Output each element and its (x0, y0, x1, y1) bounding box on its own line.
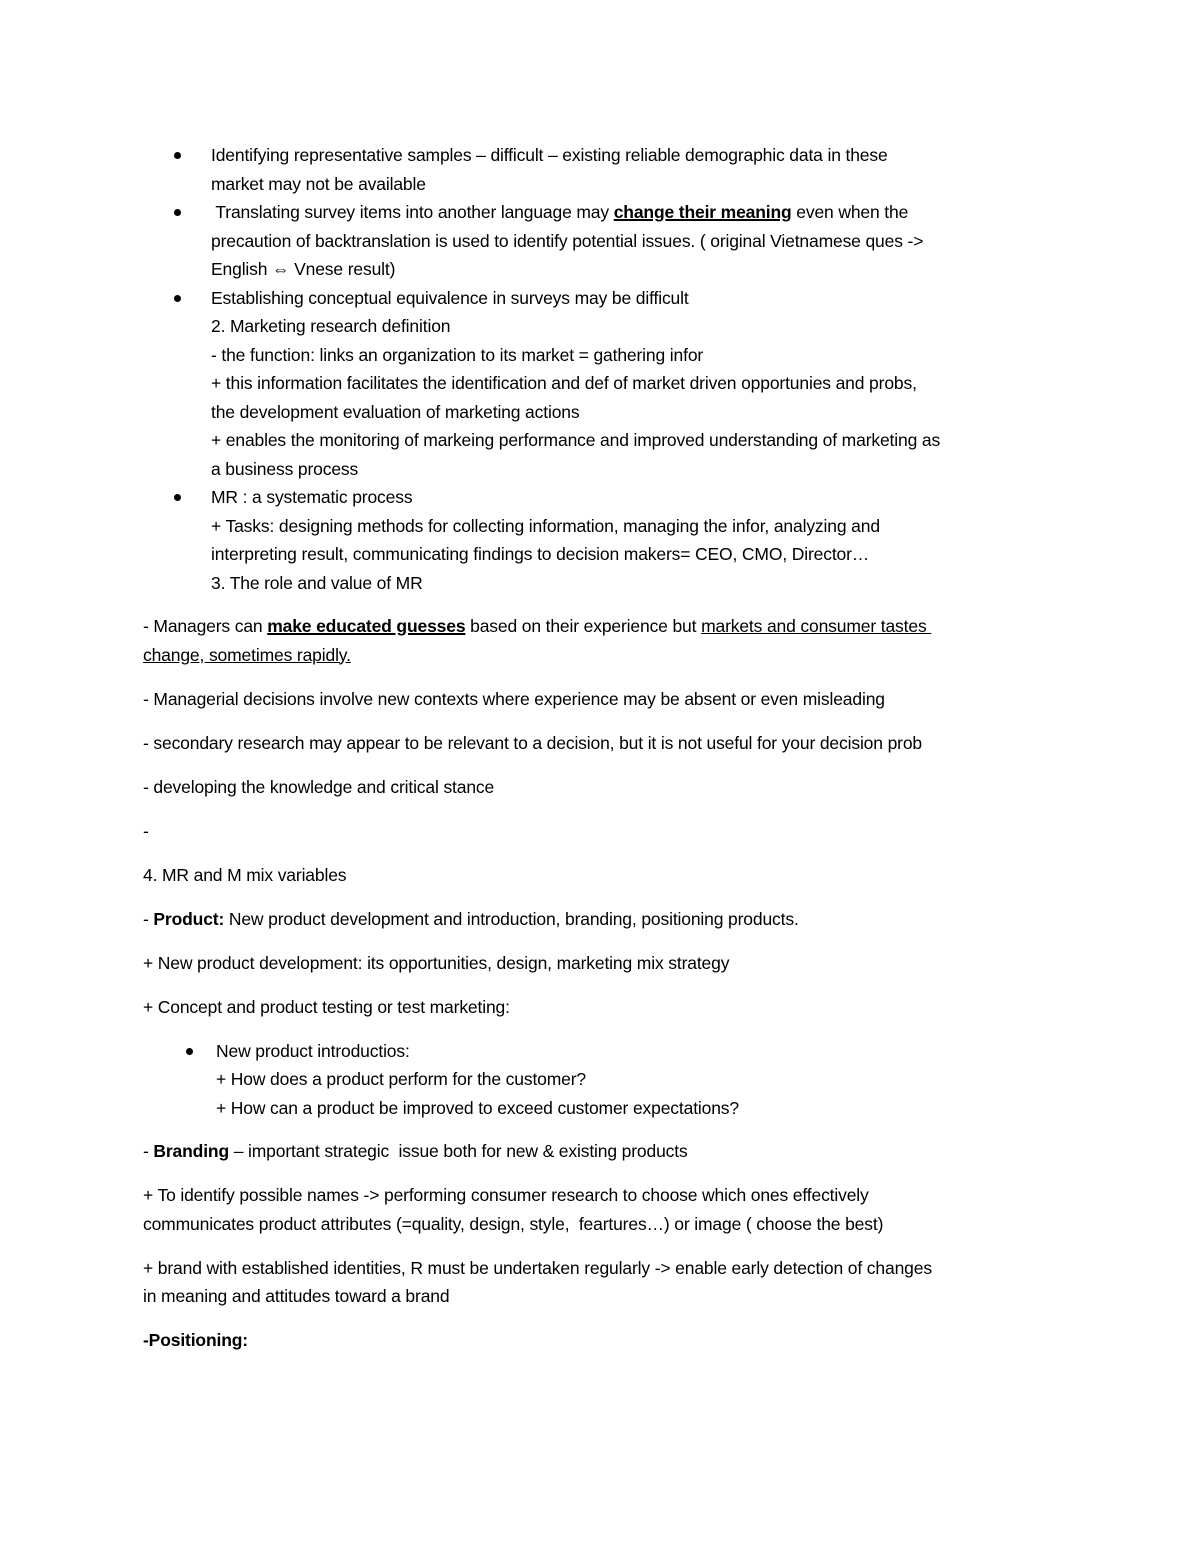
bullet-icon (174, 209, 181, 216)
paragraph-concept (143, 993, 1063, 1022)
emphasis-text: make educated guesses (267, 616, 466, 636)
paragraph-names (143, 1181, 1063, 1238)
spacer (143, 1122, 1063, 1137)
text-run: - Managers can (143, 616, 268, 636)
paragraph-line: - (143, 820, 149, 841)
list-line: + How does a product perform for the customer? (216, 1069, 587, 1089)
paragraph-line: - Managerial decisions involve new contexts where experience may be absent or even misleading (143, 688, 885, 709)
spacer (143, 597, 1063, 612)
list-line: precaution of backtranslation is used to identify potential issues. ( original Vietnamese ques -> (211, 230, 924, 251)
list-line: English ⇔ Vnese result) (211, 259, 396, 279)
paragraph-managers (143, 612, 1063, 669)
list-line: market may not be available (211, 173, 426, 194)
section-heading (143, 861, 1063, 890)
list-item (143, 1037, 1063, 1123)
paragraph-line: in meaning and attitudes toward a brand (143, 1286, 450, 1306)
paragraph-line (143, 905, 1063, 934)
emphasis-text: change their meaning (613, 202, 792, 222)
underlined-text: markets and consumer tastes (701, 616, 932, 636)
text-run: - (143, 908, 154, 929)
list-item (143, 141, 1063, 198)
bold-label: Product: (153, 908, 225, 929)
paragraph-developing (143, 773, 1063, 802)
list-line: Identifying representative samples – difficult – existing reliable demographic data in these (211, 145, 888, 165)
list-line: + this information facilitates the identification and def of market driven opportunies and probs, (211, 373, 917, 393)
paragraph-npd (143, 949, 1063, 978)
list-line: + Tasks: designing methods for collecting information, managing the infor, analyzing and (211, 515, 880, 536)
paragraph-line (143, 612, 1063, 641)
text-run: – important strategic issue both for new & existing products (229, 1141, 688, 1161)
list-line: New product introductios: (216, 1040, 410, 1061)
paragraph-brand (143, 1254, 1063, 1311)
list-line: + enables the monitoring of markeing performance and improved understanding of marketing as (211, 430, 941, 450)
document-body (143, 141, 1063, 1370)
paragraph-product (143, 905, 1063, 934)
list-line: MR : a systematic process (211, 487, 413, 507)
bullet-icon (186, 1048, 193, 1055)
paragraph-secondary (143, 729, 1063, 758)
list-line (211, 198, 1063, 227)
list-line: Establishing conceptual equivalence in surveys may be difficult (211, 287, 689, 308)
list-item (143, 198, 1063, 284)
list-line: a business process (211, 458, 359, 479)
paragraph-positioning (143, 1326, 1063, 1355)
list-line: - the function: links an organization to its market = gathering infor (211, 344, 704, 365)
paragraph-line: + To identify possible names -> performing consumer research to choose which ones effectively (143, 1185, 869, 1205)
bold-label: Branding (153, 1141, 229, 1161)
list-line: + How can a product be improved to exceed customer expectations? (216, 1097, 739, 1118)
paragraph-line: communicates product attributes (=quality, design, style, feartures…) or image ( choose the best) (143, 1213, 884, 1234)
paragraph-line: + Concept and product testing or test marketing: (143, 996, 510, 1017)
paragraph-line: + New product development: its opportunities, design, marketing mix strategy (143, 952, 730, 973)
paragraph-branding (143, 1137, 1063, 1166)
heading-line: 4. MR and M mix variables (143, 864, 347, 885)
list-line: the development evaluation of marketing actions (211, 401, 580, 422)
paragraph-managerial (143, 685, 1063, 714)
paragraph-dash (143, 817, 1063, 846)
text-run: based on their experience but (465, 616, 702, 636)
paragraph-line: - developing the knowledge and critical stance (143, 776, 495, 797)
list-line: 2. Marketing research definition (211, 316, 451, 336)
paragraph-line: + brand with established identities, R must be undertaken regularly -> enable early detection of changes (143, 1257, 932, 1278)
text-run: - (143, 1141, 154, 1161)
bold-label: -Positioning: (143, 1330, 248, 1350)
text-run: even when the (791, 202, 909, 222)
bullet-icon (174, 295, 181, 302)
list-item (143, 284, 1063, 484)
list-line: interpreting result, communicating findings to decision makers= CEO, CMO, Director… (211, 544, 870, 564)
bullet-icon (174, 494, 181, 501)
list-item (143, 483, 1063, 597)
paragraph-line: - secondary research may appear to be relevant to a decision, but it is not useful for your decision prob (143, 732, 922, 753)
underlined-text: change, sometimes rapidly. (143, 644, 351, 665)
bullet-icon (174, 152, 181, 159)
list-line: 3. The role and value of MR (211, 572, 423, 593)
text-run: New product development and introduction, branding, positioning products. (224, 908, 799, 929)
paragraph-line (143, 1137, 1063, 1166)
text-run: Translating survey items into another language may (211, 202, 614, 222)
